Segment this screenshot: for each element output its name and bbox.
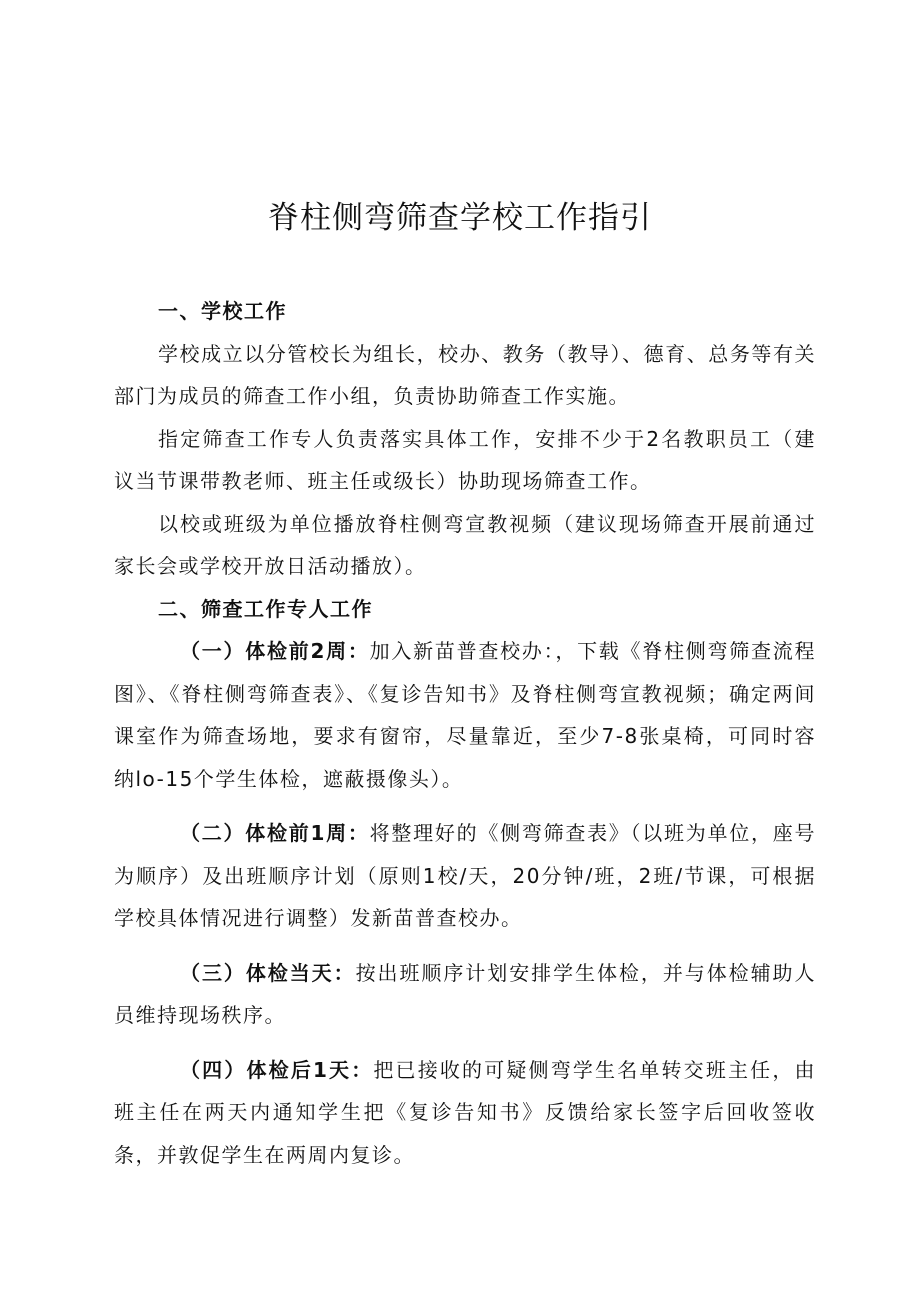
step-item bbox=[114, 1049, 816, 1177]
step-text: 加入新苗普查校办：，下载《脊柱侧弯筛查流程图》、《脊柱侧弯筛查表》、《复诊告知书》及脊柱侧弯宣教视频；确定两间课室作为筛查场地，要求有窗帘，尽量靠近，至少7-8张桌椅，可同时容纳lo-15个学生体检，遮蔽摄像头）。 bbox=[114, 639, 817, 791]
step-text: 把已接收的可疑侧弯学生名单转交班主任，由班主任在两天内通知学生把《复诊告知书》反馈给家长签字后回收签收条，并敦促学生在两周内复诊。 bbox=[114, 1057, 816, 1167]
section-heading-screening-staff: 二、筛查工作专人工作 bbox=[158, 596, 373, 621]
step-text: 将整理好的《侧弯筛查表》（以班为单位，座号为顺序）及出班顺序计划（原则1校/天，20分钟/班，2班/节课，可根据学校具体情况进行调整）发新苗普查校办。 bbox=[114, 821, 817, 930]
step-label: （四）体检后1天： bbox=[180, 1057, 374, 1082]
step-item bbox=[114, 812, 816, 940]
document-body bbox=[114, 290, 816, 1188]
paragraph: 以校或班级为单位播放脊柱侧弯宣教视频（建议现场筛查开展前通过家长会或学校开放日活动播放）。 bbox=[114, 511, 816, 578]
step-label: （一）体检前2周： bbox=[180, 639, 370, 663]
step-text: 按出班顺序计划安排学生体检，并与体检辅助人员维持现场秩序。 bbox=[114, 960, 817, 1027]
step-item bbox=[114, 952, 816, 1037]
document-title: 脊柱侧弯筛查学校工作指引 bbox=[268, 200, 652, 236]
step-label: （二）体检前1周： bbox=[180, 821, 370, 845]
section-heading-school-work: 一、学校工作 bbox=[158, 299, 287, 323]
step-label: （三）体检当天： bbox=[180, 960, 356, 985]
paragraph: 指定筛查工作专人负责落实具体工作，安排不少于2名教职员工（建议当节课带教老师、班主任或级长）协助现场筛查工作。 bbox=[114, 426, 816, 493]
paragraph: 学校成立以分管校长为组长，校办、教务（教导）、德育、总务等有关部门为成员的筛查工作小组，负责协助筛查工作实施。 bbox=[114, 341, 816, 408]
step-item bbox=[114, 630, 816, 800]
